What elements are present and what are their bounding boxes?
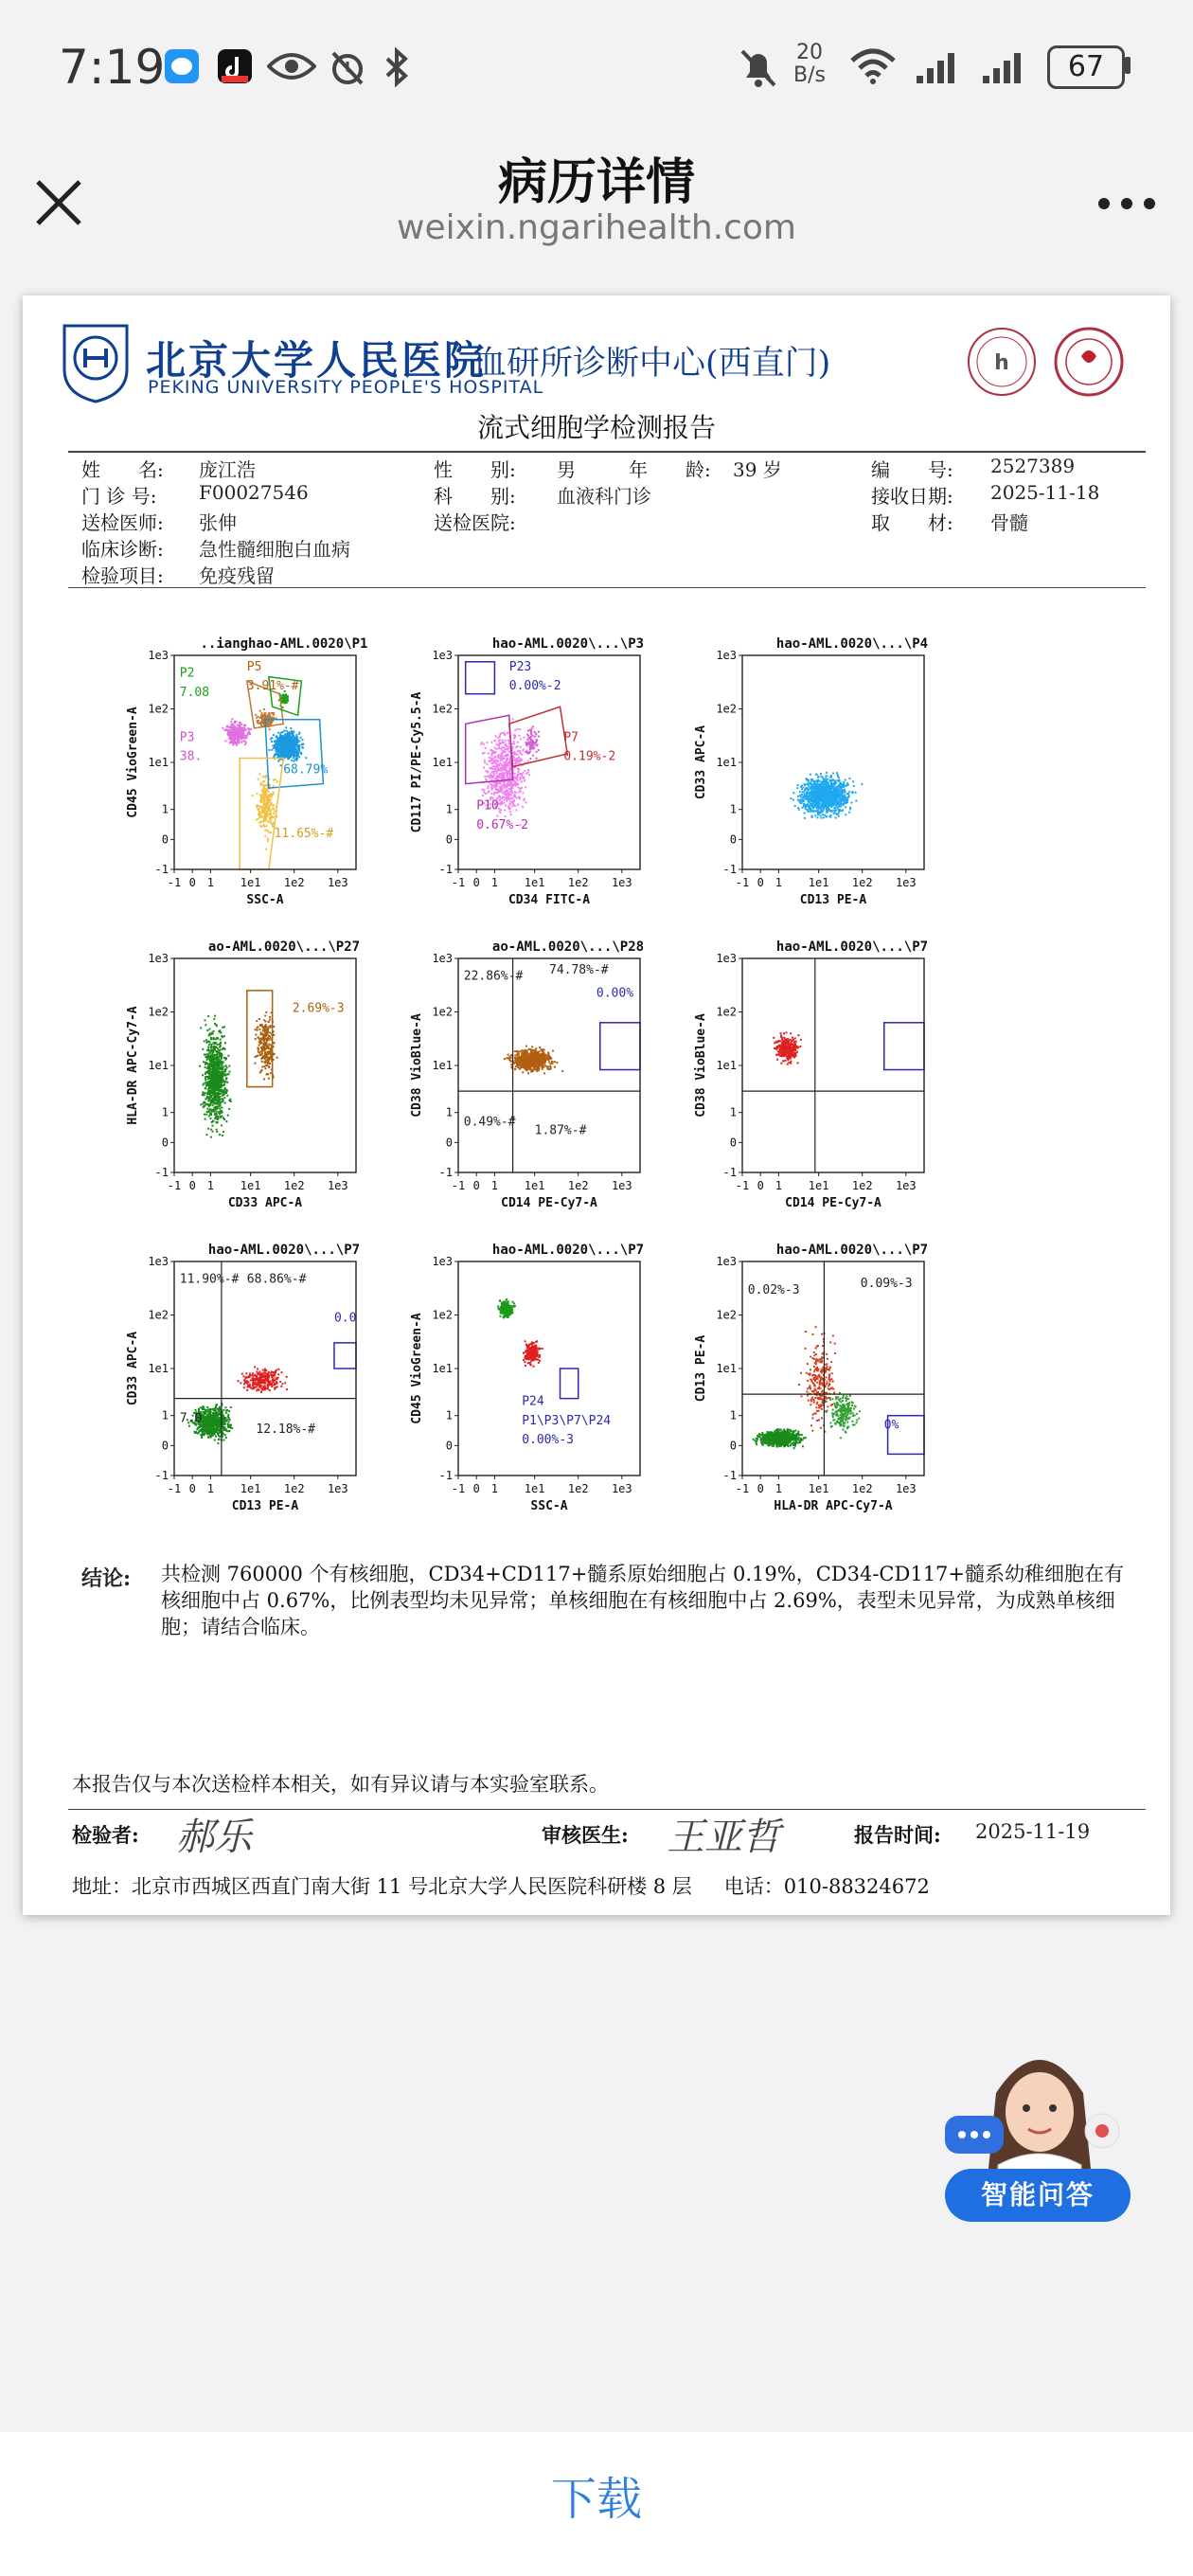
x-tick-label: -1: [735, 1179, 750, 1192]
population-label: 68.79%: [283, 762, 329, 778]
x-tick-label: 1e2: [283, 1179, 305, 1192]
bluetooth-icon: [383, 45, 411, 89]
battery-tip: [1125, 57, 1131, 74]
alarm-icon: [328, 47, 367, 87]
x-tick-label: 1: [775, 876, 783, 889]
y-axis-label: CD33 APC-A: [126, 1331, 140, 1406]
page-url: weixin.ngarihealth.com: [397, 208, 796, 247]
x-tick-label: 1: [206, 876, 215, 889]
x-tick-label: 1e2: [851, 1482, 873, 1495]
y-tick-label: 1e1: [432, 1362, 453, 1375]
x-tick-label: 1e2: [567, 876, 589, 889]
x-tick-label: 1e2: [283, 1482, 305, 1495]
x-tick-label: 1e3: [327, 1179, 348, 1192]
y-tick-label: 1e2: [148, 1005, 169, 1019]
y-tick-label: 1e2: [716, 702, 737, 716]
info-divider: [68, 587, 1146, 588]
hematology-seal-icon: [966, 326, 1038, 398]
y-tick-label: 1e2: [432, 1308, 453, 1322]
population-label: 0%: [883, 1418, 899, 1433]
y-tick-label: 1: [445, 1408, 453, 1422]
clinic-number: F00027546: [199, 481, 309, 504]
x-tick-label: 0: [757, 1179, 764, 1192]
x-axis-label: CD13 PE-A: [799, 893, 867, 907]
x-tick-label: 1: [775, 1179, 783, 1192]
y-tick-label: 1e2: [432, 1005, 453, 1019]
test-item: 免疫残留: [199, 564, 275, 587]
plot-events: [497, 1298, 543, 1368]
y-tick-label: 1e1: [432, 1059, 453, 1072]
plot-title: hao-AML.0020\...\P7: [491, 1243, 645, 1258]
net-speed: [793, 42, 826, 87]
plot-frame: [742, 958, 924, 1172]
x-tick-label: 1: [775, 1482, 783, 1495]
population-label: 0.67%-2: [476, 818, 528, 833]
status-time: 7:19: [59, 40, 166, 95]
status-bar: [0, 0, 1193, 133]
plot-svg: [401, 932, 668, 1222]
y-tick-label: -1: [722, 863, 737, 876]
plot-events: [199, 1011, 278, 1138]
population-label: P7: [563, 730, 579, 745]
plot-1: [117, 629, 384, 922]
plot-7: [117, 1235, 384, 1529]
y-tick-label: 0: [729, 1136, 737, 1150]
plot-title: hao-AML.0020\...\P7: [207, 1243, 361, 1258]
gate: [466, 662, 495, 694]
conclusion-text: 共检测 760000 个有核细胞，CD34+CD117+髓系原始细胞占 0.19%，CD34-CD117+髓系幼稚细胞在有核细胞中占 0.67%，比例表型均未见异常；单核细胞在有核细胞中占 2.69%，表型未见异常，为成熟单核细胞；请结合临床。: [161, 1563, 1125, 1638]
y-tick-label: 1e3: [716, 952, 737, 965]
y-tick-label: -1: [438, 1469, 453, 1482]
population-label: 0.00%-2: [508, 679, 561, 694]
sample-type: 骨髓: [990, 511, 1028, 534]
eye-icon: [267, 49, 316, 83]
x-tick-label: 1: [490, 1179, 499, 1192]
net-speed-unit: B/s: [793, 63, 826, 87]
x-tick-label: 1e3: [327, 876, 348, 889]
x-tick-label: 0: [188, 876, 196, 889]
gate: [884, 1023, 924, 1070]
population-label: 74.78%-#: [549, 962, 609, 977]
x-axis-label: CD34 FITC-A: [507, 893, 591, 907]
plot-frame: [742, 655, 924, 869]
signal-icon: [915, 49, 960, 85]
hospital-name: 北京大学人民医院: [146, 337, 488, 384]
y-tick-label: 1e3: [432, 649, 453, 662]
population-label: 11.65%-#: [274, 827, 334, 842]
y-tick-label: 0: [161, 1439, 169, 1453]
patient-name: 庞江浩: [199, 458, 256, 481]
y-tick-label: 0: [729, 832, 737, 847]
x-tick-label: 1e1: [808, 876, 829, 889]
population-label: P3: [179, 730, 195, 745]
department: 血液科门诊: [557, 485, 651, 508]
x-tick-label: 1: [206, 1482, 215, 1495]
x-tick-label: -1: [167, 1482, 182, 1495]
report-title: 流式细胞学检测报告: [476, 412, 716, 443]
diagnosis-label: 临床诊断:: [81, 538, 164, 561]
x-tick-label: 1e3: [895, 1482, 917, 1495]
x-tick-label: 1e2: [851, 1179, 873, 1192]
x-tick-label: -1: [451, 876, 466, 889]
population-label: 22.86%-#: [463, 969, 524, 984]
hospital-logo: [61, 322, 131, 403]
y-tick-label: 1e3: [716, 1255, 737, 1268]
x-tick-label: 1e1: [808, 1179, 829, 1192]
x-tick-label: 1: [490, 876, 499, 889]
population-label: 2.69%-3: [292, 1001, 345, 1016]
y-tick-label: 1e3: [716, 649, 737, 662]
y-axis-label: CD45 VioGreen-A: [410, 1313, 424, 1424]
clinical-diagnosis: 急性髓细胞白血病: [199, 538, 350, 561]
more-options-icon[interactable]: [1089, 180, 1165, 227]
dept-label: 科 别:: [434, 485, 516, 508]
ai-assistant-widget[interactable]: [939, 2036, 1140, 2235]
population-label: 0.09%-3: [860, 1277, 913, 1292]
clinic-label: 门 诊 号:: [81, 485, 157, 508]
doctor-label: 送检医师:: [81, 511, 164, 534]
disclaimer: 本报告仅与本次送检样本相关，如有异议请与本实验室联系。: [72, 1773, 609, 1796]
patient-sex: 男: [557, 458, 576, 481]
x-axis-label: SSC-A: [530, 1499, 568, 1513]
plot-4: [117, 932, 384, 1225]
x-tick-label: -1: [451, 1482, 466, 1495]
inspector-label: 检验者:: [72, 1823, 139, 1847]
x-tick-label: 1e1: [524, 1179, 545, 1192]
x-tick-label: 0: [757, 876, 764, 889]
population-label: 68.86%-#: [246, 1272, 307, 1287]
assistant-label[interactable]: 智能问答: [945, 2169, 1131, 2222]
plot-2: [401, 629, 668, 922]
plot-svg: [686, 932, 953, 1222]
population-label: 38.: [179, 749, 203, 764]
age-label: 年 龄:: [629, 458, 711, 481]
patient-age: 39 岁: [733, 458, 782, 481]
page-title: 病历详情: [497, 154, 695, 211]
x-axis-label: HLA-DR APC-Cy7-A: [774, 1499, 893, 1513]
y-tick-label: 1e1: [716, 1362, 737, 1375]
y-tick-label: 1e1: [432, 756, 453, 769]
address-text: 地址：北京市西城区西直门南大街 11 号北京大学人民医院科研楼 8 层: [72, 1875, 692, 1898]
sex-label: 性 别:: [434, 458, 516, 481]
report-id: 2527389: [990, 455, 1076, 477]
population-label: 12.18%-#: [256, 1422, 316, 1437]
center-name: 血研所诊断中心(西直门): [473, 345, 831, 383]
battery-indicator: 67: [1047, 45, 1125, 89]
plot-6: [686, 932, 953, 1225]
plot-title: ao-AML.0020\...\P27: [207, 939, 361, 955]
address: [72, 1871, 930, 1900]
x-tick-label: 1: [206, 1179, 215, 1192]
y-tick-label: 1e3: [148, 952, 169, 965]
y-tick-label: 1e1: [148, 1059, 169, 1072]
y-axis-label: CD117 PI/PE-Cy5.5-A: [410, 691, 424, 833]
plot-events: [753, 1326, 861, 1449]
sample-label: 取 材:: [871, 511, 953, 534]
plot-events: [773, 1031, 802, 1064]
x-tick-label: 1e3: [895, 876, 917, 889]
x-tick-label: 1e2: [283, 876, 305, 889]
plot-events: [790, 772, 863, 819]
gate: [561, 1368, 579, 1399]
x-tick-label: 1e1: [240, 876, 261, 889]
phone-text: 电话：010-88324672: [723, 1875, 930, 1898]
tiktok-app-icon: [216, 47, 254, 85]
population-label: 0.00%: [596, 986, 634, 1001]
population-label: P2: [179, 666, 195, 681]
y-tick-label: 1e2: [716, 1005, 737, 1019]
y-axis-label: CD33 APC-A: [694, 724, 708, 800]
received-date: 2025-11-18: [990, 481, 1100, 504]
y-tick-label: 1e2: [148, 702, 169, 716]
y-tick-label: 1: [161, 802, 169, 816]
y-tick-label: 0: [161, 832, 169, 847]
header-divider: [68, 451, 1146, 453]
hospital-english-name: PEKING UNIVERSITY PEOPLE'S HOSPITAL: [148, 377, 544, 398]
assistant-avatar-icon: [939, 2036, 1140, 2178]
y-tick-label: -1: [154, 1166, 169, 1179]
x-tick-label: -1: [735, 1482, 750, 1495]
population-label: P1\P3\P7\P24: [522, 1413, 612, 1428]
plot-svg: [117, 932, 384, 1222]
population-label: 7.0: [179, 1411, 203, 1426]
x-tick-label: 1e1: [524, 1482, 545, 1495]
x-tick-label: 0: [188, 1482, 196, 1495]
inspector-signature: 郝乐: [176, 1816, 252, 1859]
y-tick-label: -1: [154, 1469, 169, 1482]
x-tick-label: 1e2: [567, 1482, 589, 1495]
plot-svg: [401, 1235, 668, 1525]
bottom-bar: [0, 2432, 1193, 2576]
plot-title: ..ianghao-AML.0020\P1: [200, 636, 368, 652]
population-label: 7.08: [179, 685, 210, 700]
population-label: 0.19%-2: [563, 749, 616, 764]
x-tick-label: 0: [188, 1179, 196, 1192]
plot-svg: [117, 1235, 384, 1525]
y-tick-label: 1e3: [148, 649, 169, 662]
y-tick-label: 0: [729, 1439, 737, 1453]
plot-title: hao-AML.0020\...\P4: [775, 636, 929, 652]
y-tick-label: 1e2: [716, 1308, 737, 1322]
x-tick-label: -1: [451, 1179, 466, 1192]
x-tick-label: -1: [167, 1179, 182, 1192]
x-tick-label: 1e1: [240, 1482, 261, 1495]
gate: [334, 1343, 356, 1368]
plot-title: ao-AML.0020\...\P28: [491, 939, 645, 955]
population-label: 0.49%-#: [463, 1115, 516, 1130]
y-tick-label: 0: [445, 1439, 453, 1453]
population-label: 1.87%-#: [534, 1123, 587, 1138]
y-tick-label: 0: [445, 832, 453, 847]
x-tick-label: 1e3: [611, 1482, 632, 1495]
referring-hospital-label: 送检医院:: [434, 511, 516, 534]
y-tick-label: 1e1: [716, 1059, 737, 1072]
y-tick-label: 0: [445, 1136, 453, 1150]
id-label: 编 号:: [871, 458, 953, 481]
nav-bar: [0, 133, 1193, 267]
plot-title: hao-AML.0020\...\P3: [491, 636, 645, 652]
plot-title: hao-AML.0020\...\P7: [775, 939, 929, 955]
population-label: 0.00%-3: [522, 1433, 574, 1448]
plot-8: [401, 1235, 668, 1529]
x-axis-label: CD13 PE-A: [231, 1499, 299, 1513]
x-axis-label: CD14 PE-Cy7-A: [785, 1196, 881, 1210]
plot-title: hao-AML.0020\...\P7: [775, 1243, 929, 1258]
population-label: 0.0: [333, 1311, 357, 1326]
test-item-label: 检验项目:: [81, 564, 164, 587]
y-tick-label: 1: [729, 1408, 737, 1422]
y-tick-label: -1: [438, 863, 453, 876]
received-date-label: 接收日期:: [871, 485, 953, 508]
signal-icon-2: [981, 49, 1032, 85]
x-axis-label: CD14 PE-Cy7-A: [501, 1196, 597, 1210]
y-tick-label: 1: [729, 802, 737, 816]
y-tick-label: -1: [438, 1166, 453, 1179]
report-time-label: 报告时间:: [854, 1823, 941, 1847]
plot-svg: [686, 1235, 953, 1525]
y-tick-label: 1e3: [148, 1255, 169, 1268]
x-tick-label: 1e3: [611, 876, 632, 889]
y-axis-label: CD38 VioBlue-A: [410, 1013, 424, 1118]
wifi-icon: [848, 45, 898, 85]
y-tick-label: 1: [161, 1105, 169, 1119]
name-label: 姓 名:: [81, 458, 164, 481]
y-tick-label: -1: [154, 863, 169, 876]
y-axis-label: CD38 VioBlue-A: [694, 1013, 708, 1118]
y-axis-label: CD13 PE-A: [694, 1334, 708, 1403]
x-tick-label: 1e3: [611, 1179, 632, 1192]
x-tick-label: 1e1: [524, 876, 545, 889]
x-tick-label: 0: [472, 1179, 480, 1192]
plot-3: [686, 629, 953, 922]
y-tick-label: 1e2: [432, 702, 453, 716]
plot-svg: [117, 629, 384, 919]
y-tick-label: 0: [161, 1136, 169, 1150]
y-axis-label: HLA-DR APC-Cy7-A: [126, 1006, 140, 1125]
y-tick-label: 1: [445, 802, 453, 816]
x-tick-label: 1e2: [851, 876, 873, 889]
x-tick-label: 0: [757, 1482, 764, 1495]
population-label: P24: [522, 1394, 544, 1409]
x-tick-label: 0: [472, 1482, 480, 1495]
y-tick-label: 1: [729, 1105, 737, 1119]
x-tick-label: 1e3: [895, 1179, 917, 1192]
y-tick-label: 1: [445, 1105, 453, 1119]
y-tick-label: 1e3: [432, 952, 453, 965]
x-tick-label: 1e3: [327, 1482, 348, 1495]
x-tick-label: 1e1: [240, 1179, 261, 1192]
x-tick-label: 1: [490, 1482, 499, 1495]
y-tick-label: 1e2: [148, 1308, 169, 1322]
plot-9: [686, 1235, 953, 1529]
population-label: P5: [246, 659, 262, 674]
x-axis-label: CD33 APC-A: [227, 1196, 303, 1210]
y-axis-label: CD45 VioGreen-A: [126, 707, 140, 818]
net-speed-value: 20: [795, 41, 823, 64]
y-tick-label: 1e3: [432, 1255, 453, 1268]
x-tick-label: 0: [472, 876, 480, 889]
population-label: P23: [508, 659, 532, 674]
x-axis-label: SSC-A: [246, 893, 284, 907]
population-label: 0.02%-3: [747, 1282, 800, 1297]
institute-seal-icon: [1053, 326, 1125, 398]
y-tick-label: 1e1: [148, 756, 169, 769]
x-tick-label: -1: [167, 876, 182, 889]
y-tick-label: 1e1: [716, 756, 737, 769]
y-tick-label: -1: [722, 1166, 737, 1179]
mute-bell-icon: [739, 45, 778, 89]
x-tick-label: 1e1: [808, 1482, 829, 1495]
reviewer-label: 审核医生:: [542, 1823, 629, 1847]
plot-5: [401, 932, 668, 1225]
report-document: [23, 295, 1170, 1915]
population-label: 3.91%-#: [246, 679, 299, 694]
conclusion-label: 结论:: [81, 1566, 132, 1591]
x-tick-label: 1e2: [567, 1179, 589, 1192]
population-label: 11.90%-#: [179, 1272, 240, 1287]
report-time: 2025-11-19: [975, 1820, 1091, 1843]
reviewer-signature: 王亚哲: [667, 1816, 780, 1859]
plot-svg: [686, 629, 953, 919]
message-app-icon: [163, 47, 201, 85]
plot-svg: [401, 629, 668, 919]
population-label: P10: [476, 798, 499, 814]
x-tick-label: -1: [735, 876, 750, 889]
gate: [600, 1023, 640, 1070]
referring-doctor: 张伸: [199, 511, 237, 534]
y-tick-label: 1: [161, 1408, 169, 1422]
svg-text:h: h: [994, 351, 1009, 375]
download-button[interactable]: 下载: [550, 2473, 642, 2526]
y-tick-label: 1e1: [148, 1362, 169, 1375]
y-tick-label: -1: [722, 1469, 737, 1482]
